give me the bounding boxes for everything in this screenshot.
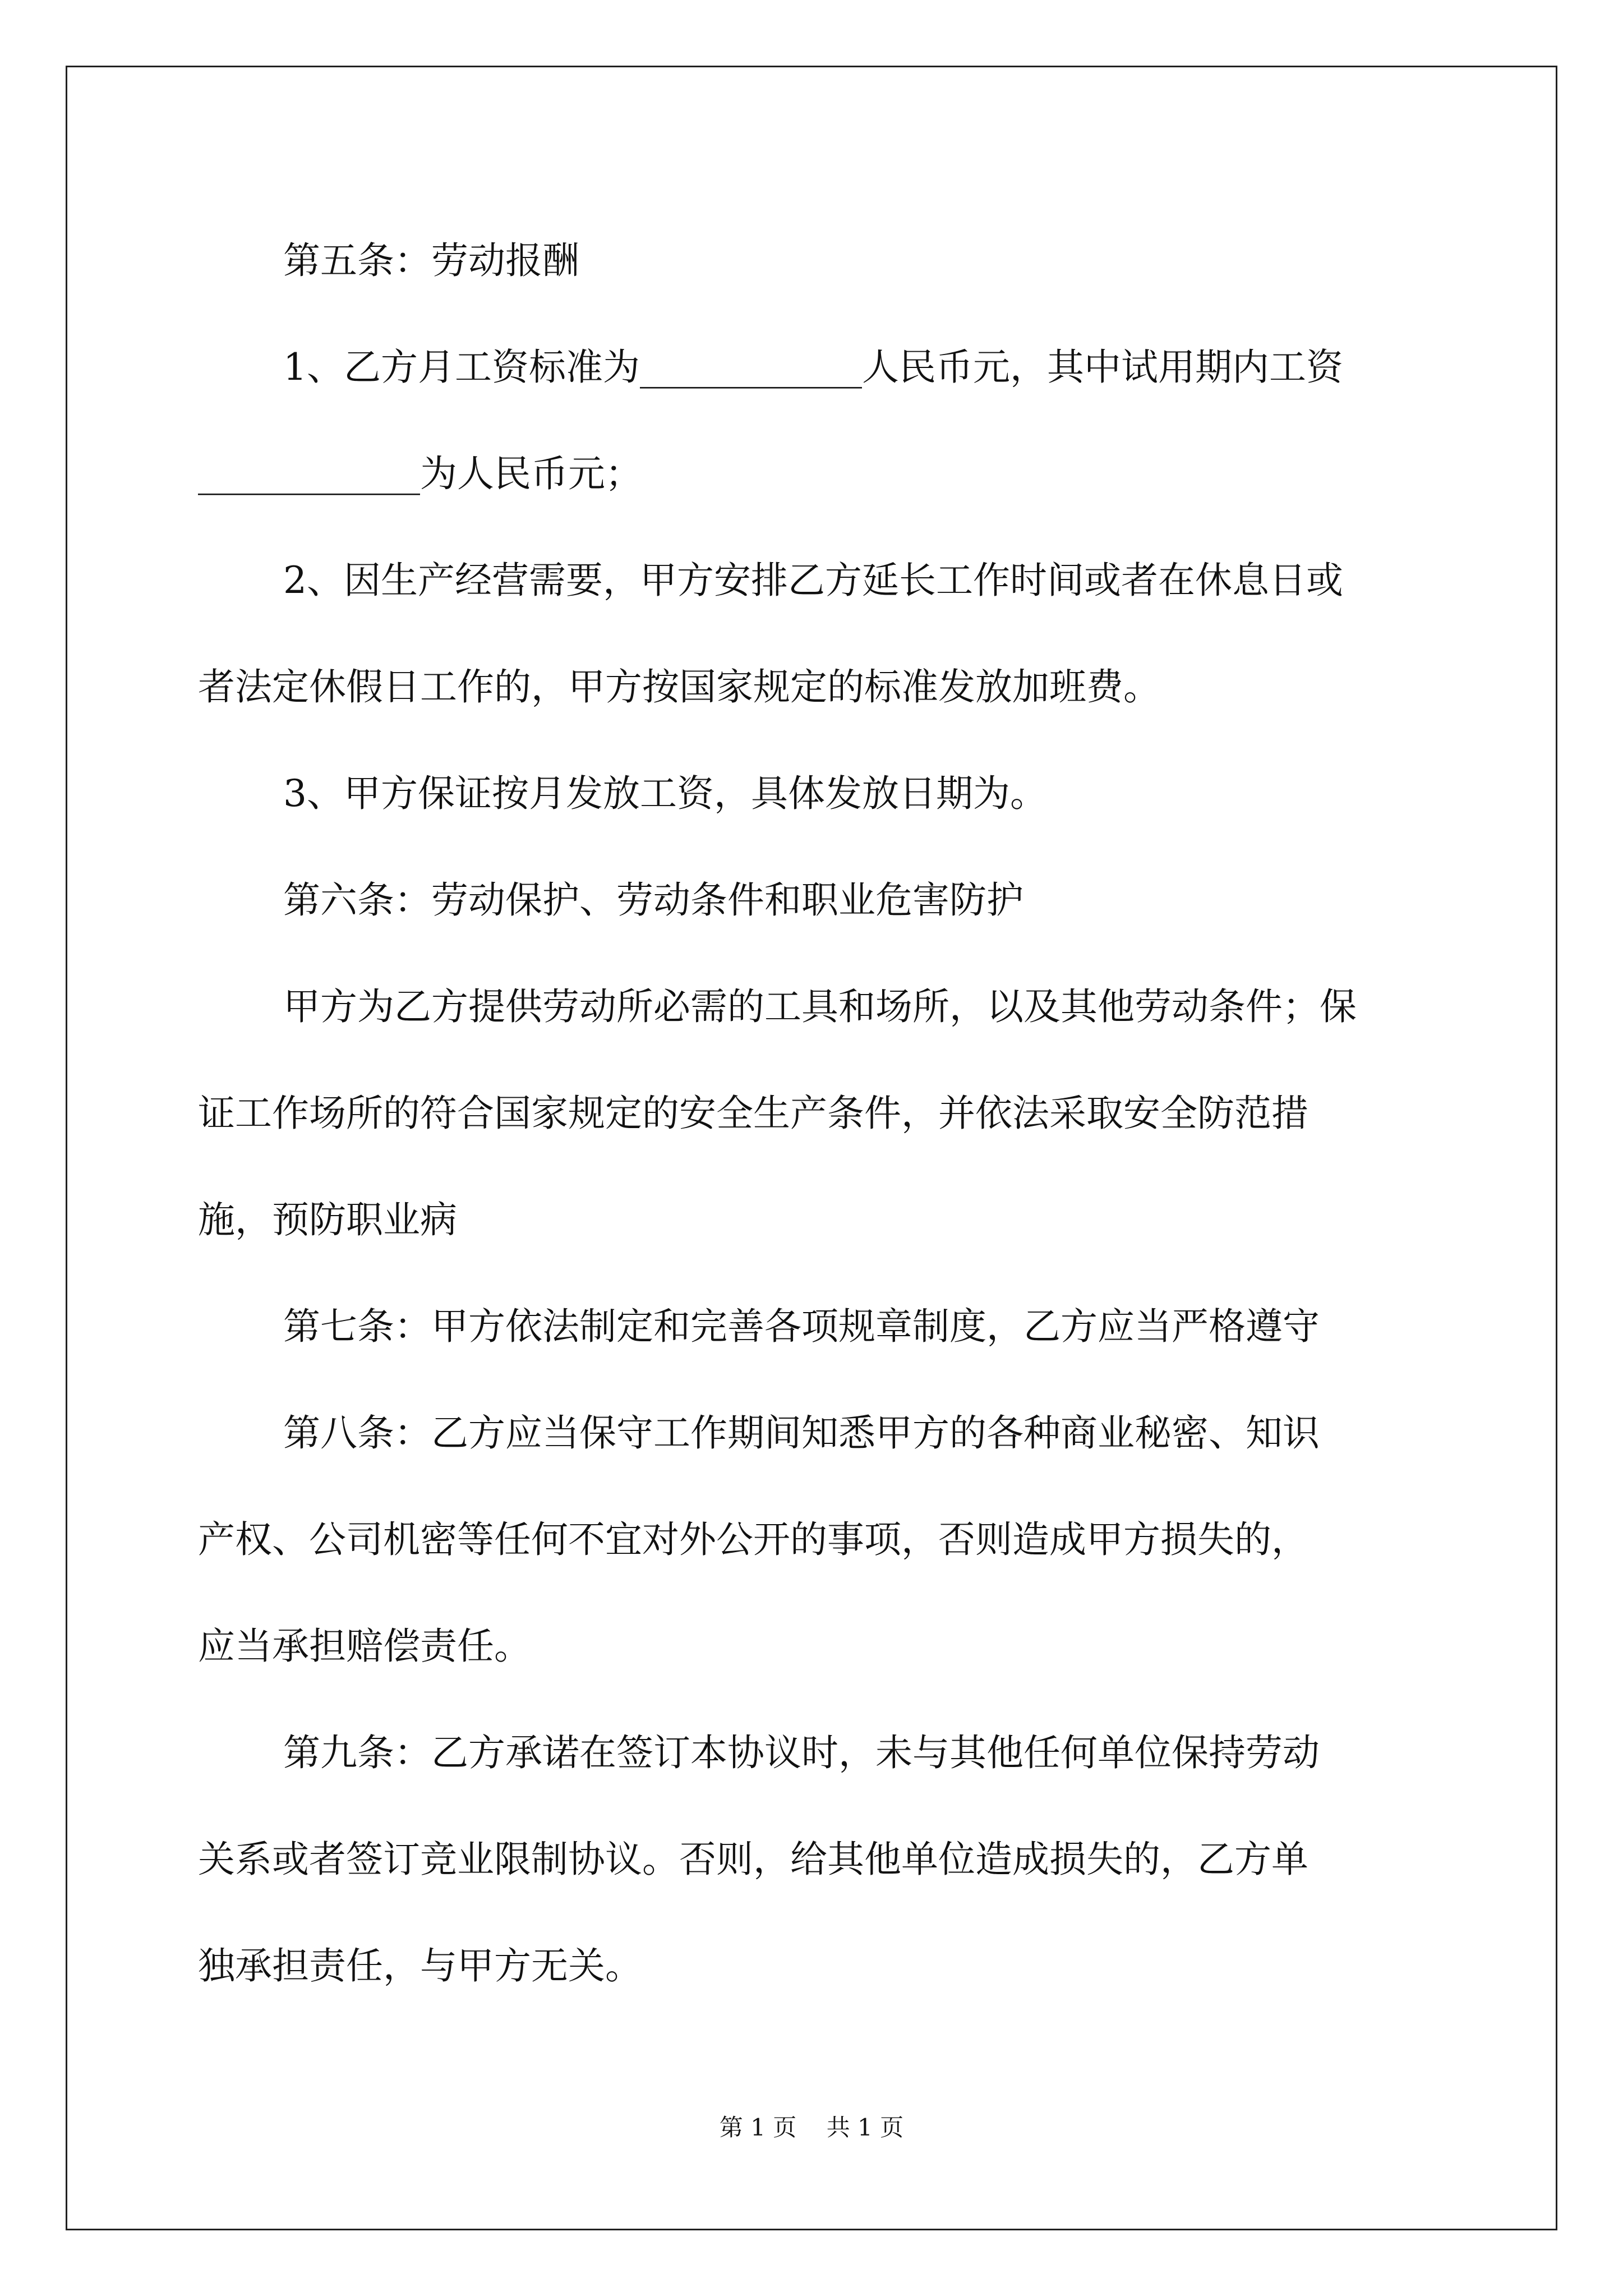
section-nine-line: 第九条：乙方承诺在签订本协议时，未与其他任何单位保持劳动 [283, 1731, 1320, 1774]
section-five-heading: 第五条：劳动报酬 [283, 239, 579, 282]
paragraph-line: 应当承担赔偿责任。 [198, 1625, 531, 1668]
section-seven-line: 第七条：甲方依法制定和完善各项规章制度，乙方应当严格遵守 [283, 1305, 1320, 1348]
paragraph-line: 产权、公司机密等任何不宜对外公开的事项，否则造成甲方损失的， [198, 1518, 1308, 1561]
paragraph-line: 2、因生产经营需要，甲方安排乙方延长工作时间或者在休息日或 [283, 559, 1343, 602]
paragraph-line: 独承担责任，与甲方无关。 [198, 1944, 642, 1987]
page-footer: 第 1 页 共 1 页 [719, 2114, 904, 2141]
section-eight-line: 第八条：乙方应当保守工作期间知悉甲方的各种商业秘密、知识 [283, 1411, 1320, 1455]
paragraph-line: ____________为人民币元； [198, 452, 642, 495]
page-frame [66, 66, 1557, 2230]
paragraph-line: 施，预防职业病 [198, 1198, 457, 1241]
section-six-heading: 第六条：劳动保护、劳动条件和职业危害防护 [283, 878, 1023, 922]
paragraph-line: 者法定休假日工作的，甲方按国家规定的标准发放加班费。 [198, 665, 1160, 708]
paragraph-line: 3、甲方保证按月发放工资，具体发放日期为。 [283, 772, 1047, 815]
paragraph-line: 关系或者签订竞业限制协议。否则，给其他单位造成损失的，乙方单 [198, 1838, 1308, 1881]
paragraph-line: 证工作场所的符合国家规定的安全生产条件，并依法采取安全防范措 [198, 1092, 1308, 1135]
paragraph-line: 甲方为乙方提供劳动所必需的工具和场所，以及其他劳动条件；保 [283, 985, 1357, 1028]
paragraph-line: 1、乙方月工资标准为____________人民币元，其中试用期内工资 [283, 346, 1343, 389]
